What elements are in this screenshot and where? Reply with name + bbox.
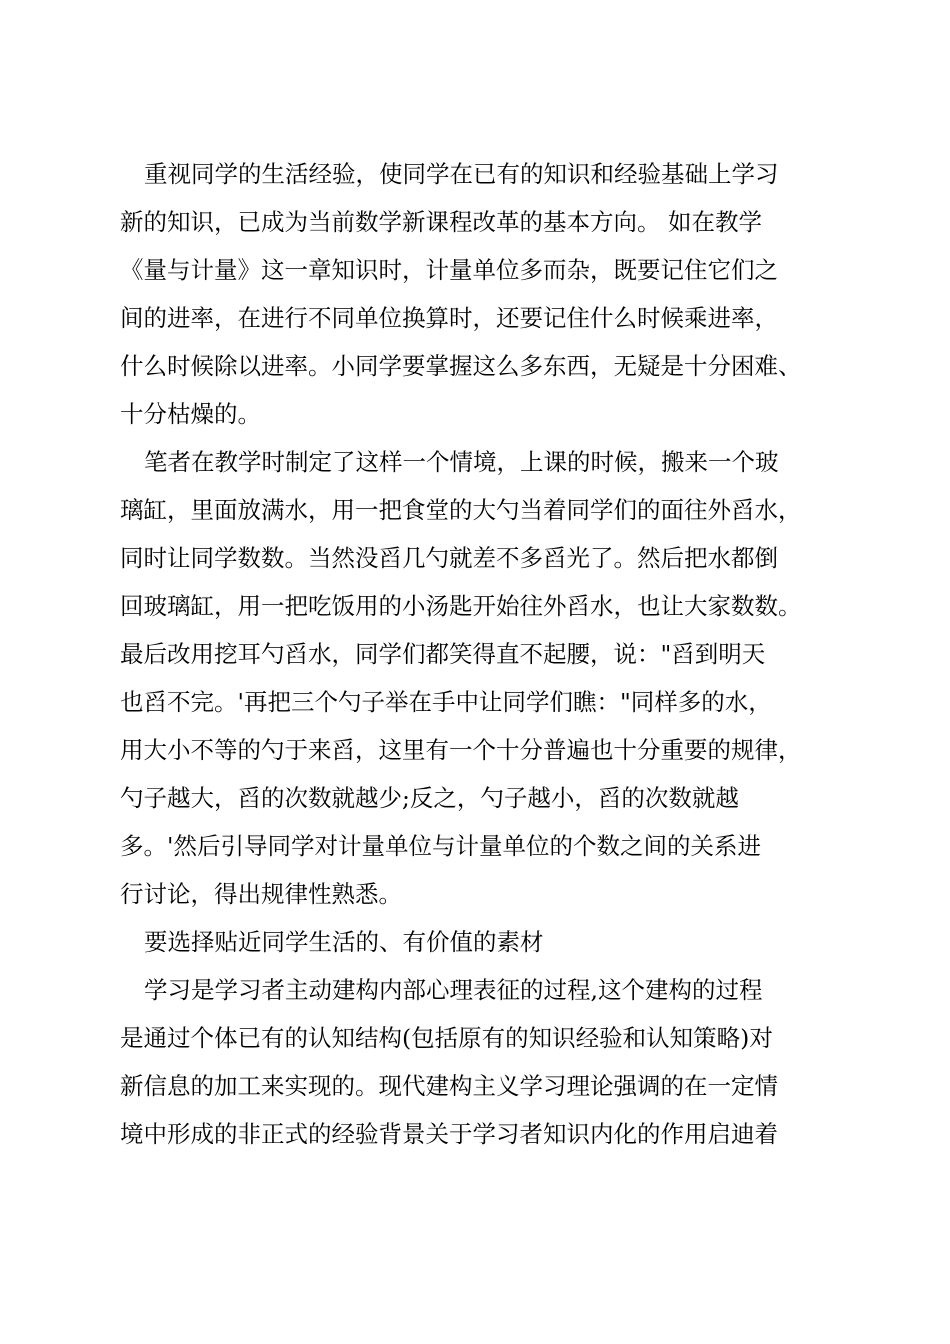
- paragraph-1-line-2: 新的知识，已成为当前数学新课程改革的基本方向。 如在教学: [120, 208, 762, 236]
- paragraph-3-line-1: 学习是学习者主动建构内部心理表征的过程,这个建构的过程: [144, 976, 763, 1004]
- paragraph-1-line-6: 十分枯燥的。: [120, 400, 261, 428]
- paragraph-3-line-2: 是通过个体已有的认知结构(包括原有的知识经验和认知策略)对: [120, 1024, 773, 1052]
- document-body: [120, 150, 840, 1158]
- paragraph-2-line-2: 璃缸，里面放满水，用一把食堂的大勺当着同学们的面往外舀水，: [120, 496, 802, 524]
- paragraph-1-line-4: 间的进率，在进行不同单位换算时，还要记住什么时候乘进率，: [120, 304, 778, 332]
- paragraph-2-line-5: 最后改用挖耳勺舀水，同学们都笑得直不起腰，说："舀到明天: [120, 640, 766, 668]
- paragraph-3-line-4: 境中形成的非正式的经验背景关于学习者知识内化的作用启迪着: [120, 1120, 778, 1148]
- section-heading: 要选择贴近同学生活的、有价值的素材: [144, 928, 544, 956]
- paragraph-2-line-8: 勺子越大，舀的次数就越少;反之，勺子越小，舀的次数就越: [120, 784, 739, 812]
- paragraph-2-line-10: 行讨论，得出规律性熟悉。: [120, 880, 402, 908]
- paragraph-2-line-1: 笔者在教学时制定了这样一个情境，上课的时候，搬来一个玻: [144, 448, 779, 476]
- paragraph-1-line-3: 《量与计量》这一章知识时，计量单位多而杂，既要记住它们之: [120, 256, 778, 284]
- paragraph-1-line-5: 什么时候除以进率。小同学要掌握这么多东西，无疑是十分困难、: [120, 352, 802, 380]
- paragraph-2-line-3: 同时让同学数数。当然没舀几勺就差不多舀光了。然后把水都倒: [120, 544, 778, 572]
- paragraph-2-line-6: 也舀不完。'再把三个勺子举在手中让同学们瞧："同样多的水，: [120, 688, 772, 716]
- paragraph-3-line-3: 新信息的加工来实现的。现代建构主义学习理论强调的在一定情: [120, 1072, 778, 1100]
- paragraph-2-line-4: 回玻璃缸，用一把吃饭用的小汤匙开始往外舀水，也让大家数数。: [120, 592, 802, 620]
- paragraph-2-line-9: 多。'然后引导同学对计量单位与计量单位的个数之间的关系进: [120, 832, 761, 860]
- paragraph-1-line-1: 重视同学的生活经验，使同学在已有的知识和经验基础上学习: [144, 160, 779, 188]
- paragraph-2-line-7: 用大小不等的勺于来舀，这里有一个十分普遍也十分重要的规律，: [120, 736, 802, 764]
